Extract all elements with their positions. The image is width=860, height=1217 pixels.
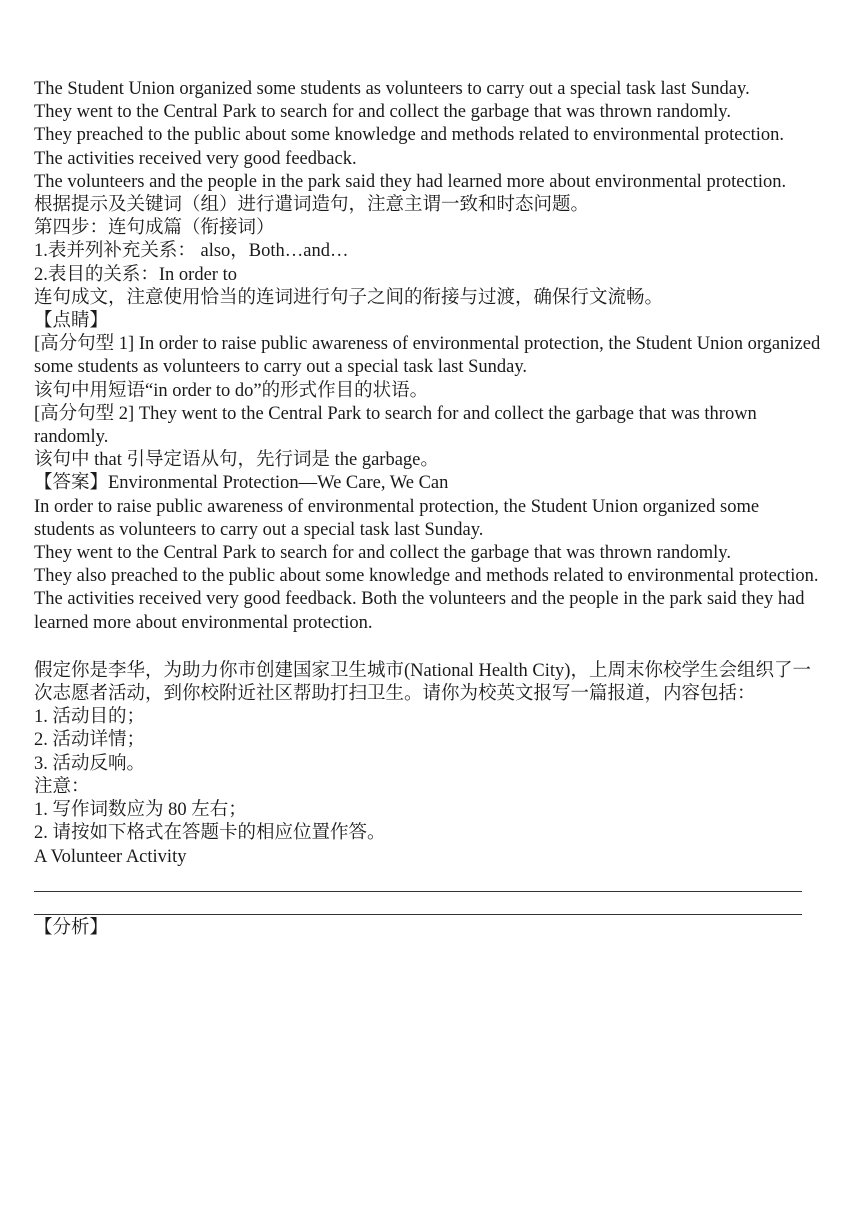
text-line: The Student Union organized some students as volunteers to carry out a special task last Sunday. (34, 79, 750, 99)
list-item: 2. 活动详情； (34, 730, 146, 751)
text-line: They also preached to the public about some knowledge and methods related to environmental protection. (34, 566, 819, 587)
list-item: 2. 请按如下格式在答题卡的相应位置作答。 (34, 823, 386, 844)
step-heading: 第四步：连句成篇（衔接词） (34, 218, 275, 239)
document-page (34, 78, 824, 940)
text-line: They preached to the public about some knowledge and methods related to environmental protection. (34, 125, 785, 146)
spacer (34, 635, 824, 660)
text-line: 该句中用短语“in order to do”的形式作目的状语。 (34, 380, 429, 401)
prompt-paragraph: 假定你是李华，为助力你市创建国家卫生城市(National Health City)，上周末你校学生会组织了一次志愿者活动，到你校附近社区帮助打扫卫生。请你为校英文报写一篇报道，内容包括： (34, 660, 811, 705)
text-line: 根据提示及关键词（组）进行遣词造句，注意主谓一致和时态问题。 (34, 195, 590, 216)
text-line: [高分句型 1] In order to raise public awareness of environmental protection, the Student Union organized some students as volunteers to carry out a special task last Sunday. (34, 334, 821, 378)
text-line: The volunteers and the people in the park said they had learned more about environmental protection. (34, 171, 787, 192)
list-item: 1. 写作词数应为 80 左右； (34, 800, 247, 821)
list-item: 1. 活动目的； (34, 707, 146, 728)
section-heading: 【点睛】 (34, 311, 109, 332)
text-line: [高分句型 2] They went to the Central Park to search for and collect the garbage that was thrown randomly. (34, 403, 757, 448)
text-line: 连句成文，注意使用恰当的连词进行句子之间的衔接与过渡，确保行文流畅。 (34, 287, 664, 308)
analysis-heading: 【分析】 (34, 917, 109, 938)
list-item: 3. 活动反响。 (34, 753, 146, 774)
text-line: They went to the Central Park to search for and collect the garbage that was thrown randomly. (34, 102, 731, 123)
note-heading: 注意： (34, 776, 90, 797)
text-line: The activities received very good feedback. (34, 148, 357, 169)
text-line: 1.表并列补充关系： also，Both…and… (34, 241, 349, 262)
answer-heading: 【答案】Environmental Protection—We Care, We Can (34, 473, 449, 494)
text-line: 该句中 that 引导定语从句，先行词是 the garbage。 (34, 450, 439, 471)
text-line: 2.表目的关系：In order to (34, 264, 237, 285)
text-line: They went to the Central Park to search for and collect the garbage that was thrown randomly. (34, 543, 731, 564)
essay-title: A Volunteer Activity (34, 846, 187, 867)
text-line: The activities received very good feedback. Both the volunteers and the people in the park said they had learned more about environmental protection. (34, 589, 805, 633)
text-line: In order to raise public awareness of environmental protection, the Student Union organized some students as volunteers to carry out a special task last Sunday. (34, 496, 760, 540)
answer-line (34, 869, 802, 892)
answer-line (34, 892, 802, 915)
